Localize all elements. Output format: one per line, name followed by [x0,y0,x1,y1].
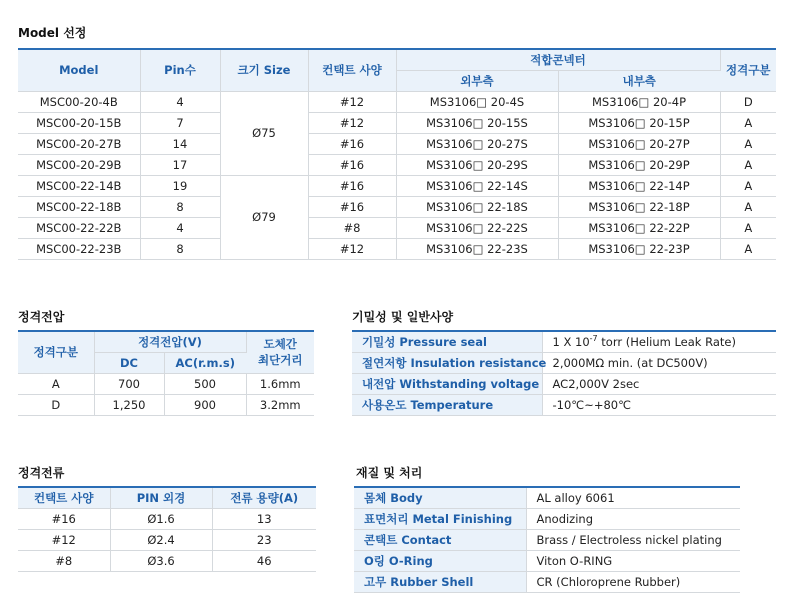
cell-model: MSC00-20-27B [18,133,140,154]
spec-label-temperature: 사용온도 Temperature [352,394,542,415]
table-row [18,373,314,394]
cell-outer: MS3106□ 22-23S [396,238,558,259]
table-row [352,352,776,373]
header-class: 정격구분 [18,331,94,373]
cell-ac: 900 [164,394,246,415]
table-row [18,196,776,217]
cell-contact: #8 [308,217,396,238]
cell-capacity: 13 [212,508,316,529]
table-row [354,529,740,550]
cell-pin: 19 [140,175,220,196]
material-label-rubber-shell: 고무 Rubber Shell [354,571,526,592]
spec-value-temperature: -10℃~+80℃ [542,394,776,415]
cell-model: MSC00-20-15B [18,112,140,133]
current-section-title: 정격전류 [18,466,65,480]
header-model: Model [18,49,140,91]
pressure-base: 1 X 10 [552,335,590,350]
table-row [352,373,776,394]
cell-inner: MS3106□ 20-15P [558,112,720,133]
cell-pin: Ø3.6 [110,550,212,571]
spec-value-withstanding: AC2,000V 2sec [542,373,776,394]
header-pin-diameter: PIN 외경 [110,487,212,508]
cell-class: A [720,217,776,238]
cell-capacity: 23 [212,529,316,550]
header-outer: 외부측 [396,70,558,91]
cell-outer: MS3106□ 20-27S [396,133,558,154]
cell-outer: MS3106□ 22-18S [396,196,558,217]
cell-outer: MS3106□ 20-15S [396,112,558,133]
airtight-section-title: 기밀성 및 일반사양 [352,310,454,324]
cell-dc: 1,250 [94,394,164,415]
table-row [18,238,776,259]
cell-class: A [720,175,776,196]
cell-distance: 3.2mm [246,394,314,415]
spec-value-insulation: 2,000MΩ min. (at DC500V) [542,352,776,373]
cell-class: D [720,91,776,112]
cell-pin: Ø2.4 [110,529,212,550]
table-row [354,508,740,529]
cell-pin: 14 [140,133,220,154]
header-current-capacity: 전류 용량(A) [212,487,316,508]
cell-ac: 500 [164,373,246,394]
header-contact: 컨택트 사양 [18,487,110,508]
cell-model: MSC00-20-29B [18,154,140,175]
table-row [18,550,316,571]
table-row [18,91,776,112]
spec-label-withstanding: 내전압 Withstanding voltage [352,373,542,394]
cell-capacity: 46 [212,550,316,571]
cell-class: D [18,394,94,415]
table-row [352,331,776,352]
cell-pin: 8 [140,238,220,259]
cell-inner: MS3106□ 22-18P [558,196,720,217]
cell-contact: #12 [18,529,110,550]
cell-contact: #16 [18,508,110,529]
cell-pin: 8 [140,196,220,217]
material-label-finishing: 표면처리 Metal Finishing [354,508,526,529]
table-row [354,487,740,508]
header-creepage-line1: 도체간 [263,337,297,352]
header-dc: DC [94,352,164,373]
cell-model: MSC00-22-18B [18,196,140,217]
cell-class: A [720,112,776,133]
header-size: 크기 Size [220,49,308,91]
cell-outer: MS3106□ 22-22S [396,217,558,238]
material-value-body: AL alloy 6061 [526,487,740,508]
table-row [18,508,316,529]
cell-class: A [720,196,776,217]
material-value-contact: Brass / Electroless nickel plating [526,529,740,550]
material-value-finishing: Anodizing [526,508,740,529]
cell-pin: Ø1.6 [110,508,212,529]
cell-distance: 1.6mm [246,373,314,394]
cell-contact: #16 [308,154,396,175]
cell-model: MSC00-22-14B [18,175,140,196]
model-table [18,48,776,260]
spec-label-pressure-seal: 기밀성 Pressure seal [352,331,542,352]
header-inner: 내부측 [558,70,720,91]
airtight-table [352,330,776,416]
current-table [18,486,316,572]
voltage-table [18,330,314,416]
cell-model: MSC00-20-4B [18,91,140,112]
material-label-oring: O링 O-Ring [354,550,526,571]
cell-inner: MS3106□ 22-14P [558,175,720,196]
header-rated-voltage: 정격전압(V) [94,331,246,352]
cell-pin: 7 [140,112,220,133]
cell-inner: MS3106□ 22-22P [558,217,720,238]
cell-dc: 700 [94,373,164,394]
cell-model: MSC00-22-22B [18,217,140,238]
table-row [354,571,740,592]
pressure-unit: torr (Helium Leak Rate) [597,335,736,350]
spec-label-insulation: 절연저항 Insulation resistance [352,352,542,373]
cell-contact: #12 [308,238,396,259]
header-pin: Pin수 [140,49,220,91]
cell-contact: #16 [308,196,396,217]
voltage-section-title: 정격전압 [18,310,65,324]
material-label-body: 몸체 Body [354,487,526,508]
header-creepage [246,331,314,373]
table-row [354,550,740,571]
cell-class: A [18,373,94,394]
cell-pin: 17 [140,154,220,175]
cell-contact: #16 [308,175,396,196]
header-contact: 컨택트 사양 [308,49,396,91]
model-section-title: Model 선정 [18,26,87,40]
cell-contact: #12 [308,112,396,133]
cell-pin: 4 [140,217,220,238]
cell-size: Ø75 [220,91,308,175]
cell-outer: MS3106□ 20-29S [396,154,558,175]
header-creepage-line2: 최단거리 [258,353,303,368]
spec-value-pressure-seal [542,331,776,352]
cell-inner: MS3106□ 20-29P [558,154,720,175]
cell-inner: MS3106□ 20-4P [558,91,720,112]
cell-outer: MS3106□ 20-4S [396,91,558,112]
pressure-exponent: -7 [589,334,598,344]
cell-pin: 4 [140,91,220,112]
cell-contact: #12 [308,91,396,112]
table-row [18,175,776,196]
table-row [18,133,776,154]
table-row [18,112,776,133]
header-class: 정격구분 [720,49,776,91]
table-row [352,394,776,415]
material-label-contact: 콘택트 Contact [354,529,526,550]
header-connector: 적합콘넥터 [396,49,720,70]
cell-class: A [720,154,776,175]
cell-inner: MS3106□ 20-27P [558,133,720,154]
table-row [18,394,314,415]
table-row [18,529,316,550]
cell-contact: #8 [18,550,110,571]
cell-size: Ø79 [220,175,308,259]
cell-outer: MS3106□ 22-14S [396,175,558,196]
material-value-rubber-shell: CR (Chloroprene Rubber) [526,571,740,592]
cell-class: A [720,133,776,154]
cell-contact: #16 [308,133,396,154]
header-ac: AC(r.m.s) [164,352,246,373]
cell-class: A [720,238,776,259]
table-row [18,154,776,175]
material-section-title: 재질 및 처리 [356,466,423,480]
cell-inner: MS3106□ 22-23P [558,238,720,259]
cell-model: MSC00-22-23B [18,238,140,259]
material-table [354,486,740,593]
table-row [18,217,776,238]
material-value-oring: Viton O-RING [526,550,740,571]
